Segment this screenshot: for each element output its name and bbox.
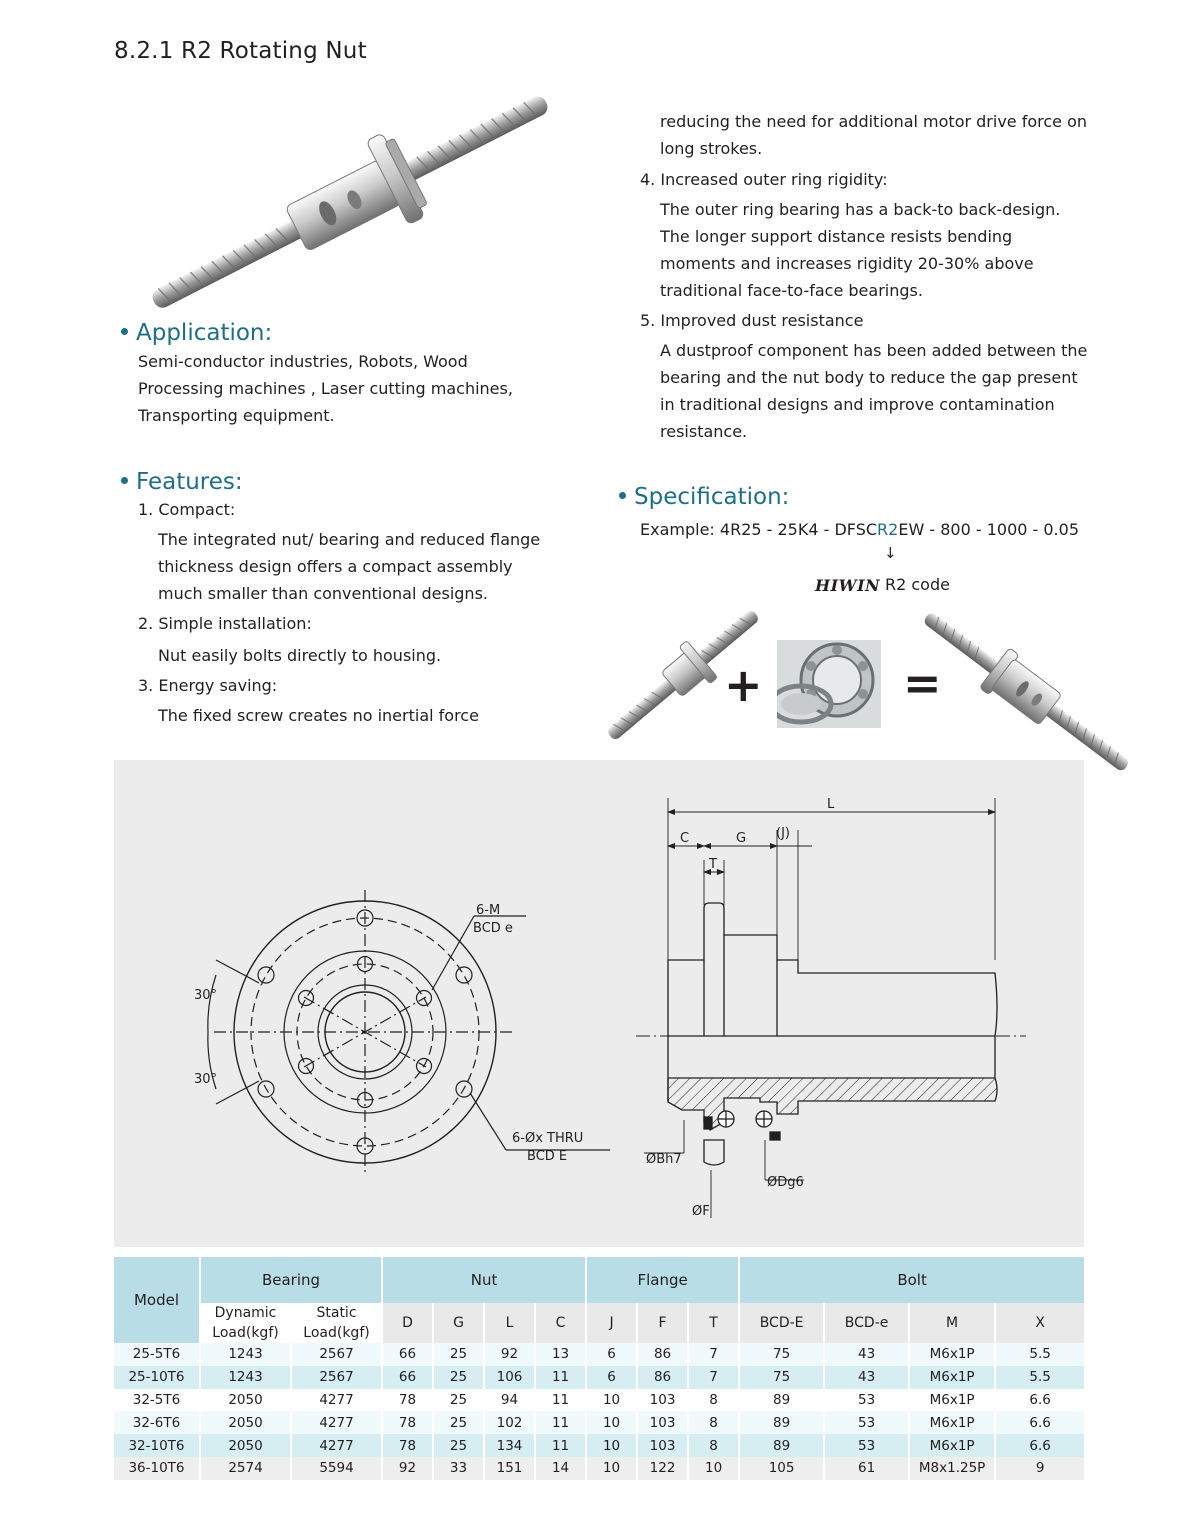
drawing-canvas xyxy=(114,760,1084,1247)
table-cell: 33 xyxy=(433,1457,484,1480)
table-cell: M6x1P xyxy=(909,1434,995,1457)
col-dynamic-load xyxy=(200,1303,291,1343)
col-D: D xyxy=(382,1303,433,1343)
feature-line: The integrated nut/ bearing and reduced flange xyxy=(158,530,541,549)
feature-line: The longer support distance resists bending xyxy=(660,227,1013,246)
table-cell: 75 xyxy=(739,1366,824,1389)
product-photo xyxy=(140,95,560,310)
application-line: Semi-conductor industries, Robots, Wood xyxy=(138,352,468,371)
table-cell: 14 xyxy=(535,1457,586,1480)
table-cell: 43 xyxy=(824,1343,909,1366)
table-cell: 53 xyxy=(824,1389,909,1412)
feature-3-title: 3. Energy saving: xyxy=(138,676,278,695)
plus-sign: + xyxy=(724,658,763,712)
table-cell: 6 xyxy=(586,1366,637,1389)
table-cell: 53 xyxy=(824,1434,909,1457)
table-cell: 66 xyxy=(382,1366,433,1389)
table-cell: 53 xyxy=(824,1411,909,1434)
label-6-x-thru: 6-Øx THRU xyxy=(512,1131,584,1146)
table-cell: 11 xyxy=(535,1389,586,1412)
table-row xyxy=(114,1411,1085,1434)
feature-4-title: 4. Increased outer ring rigidity: xyxy=(640,170,888,189)
col-M: M xyxy=(909,1303,995,1343)
table-cell: 6 xyxy=(586,1343,637,1366)
feature-line: bearing and the nut body to reduce the gap present xyxy=(660,368,1078,387)
col-J: J xyxy=(586,1303,637,1343)
table-cell: 2567 xyxy=(291,1343,382,1366)
table-cell: 6.6 xyxy=(995,1389,1085,1412)
table-body xyxy=(114,1343,1085,1480)
table-cell: 8 xyxy=(688,1389,739,1412)
table-cell: 2050 xyxy=(200,1411,291,1434)
label-bcd-E: BCD E xyxy=(527,1149,568,1164)
table-cell: 9 xyxy=(995,1457,1085,1480)
table-cell: 75 xyxy=(739,1343,824,1366)
spec-example-suffix: EW - 800 - 1000 - 0.05 xyxy=(898,520,1079,539)
dim-G: G xyxy=(736,831,747,846)
table-cell: M6x1P xyxy=(909,1343,995,1366)
col-nut: Nut xyxy=(382,1257,586,1303)
table-cell: 10 xyxy=(586,1457,637,1480)
table-cell: 1243 xyxy=(200,1343,291,1366)
col-model: Model xyxy=(114,1257,200,1343)
table-cell: 6.6 xyxy=(995,1434,1085,1457)
spec-example xyxy=(640,520,1079,539)
feature-line: resistance. xyxy=(660,422,748,441)
table-row xyxy=(114,1343,1085,1366)
table-cell: M6x1P xyxy=(909,1411,995,1434)
col-G: G xyxy=(433,1303,484,1343)
cell-model: 32-10T6 xyxy=(114,1434,200,1457)
cell-model: 25-5T6 xyxy=(114,1343,200,1366)
table-cell: 89 xyxy=(739,1434,824,1457)
table-cell: 106 xyxy=(484,1366,535,1389)
feature-line: much smaller than conventional designs. xyxy=(158,584,488,603)
feature-1-title: 1. Compact: xyxy=(138,500,236,519)
dim-J: (J) xyxy=(776,826,790,841)
table-cell: 134 xyxy=(484,1434,535,1457)
label-6-M: 6-M xyxy=(476,903,501,918)
table-cell: 7 xyxy=(688,1343,739,1366)
dim-T: T xyxy=(709,857,717,872)
table-row xyxy=(114,1434,1085,1457)
spec-example-highlight: R2 xyxy=(877,520,899,539)
table-cell: 103 xyxy=(637,1411,688,1434)
table-cell: 5594 xyxy=(291,1457,382,1480)
table-cell: 2574 xyxy=(200,1457,291,1480)
feature-line: in traditional designs and improve contamination xyxy=(660,395,1055,414)
feature-3-text xyxy=(158,702,479,729)
col-dynamic-line2: Load(kgf) xyxy=(212,1325,279,1341)
table-cell: 92 xyxy=(382,1457,433,1480)
label-bcd-e: BCD e xyxy=(473,921,513,936)
col-static-line1: Static xyxy=(316,1305,357,1321)
table-cell: 25 xyxy=(433,1434,484,1457)
feature-2-text xyxy=(158,642,441,669)
table-cell: 5.5 xyxy=(995,1343,1085,1366)
bearing-photo xyxy=(777,640,881,728)
feature-line: Nut easily bolts directly to housing. xyxy=(158,646,442,665)
table-cell: 103 xyxy=(637,1434,688,1457)
col-T: T xyxy=(688,1303,739,1343)
table-cell: 10 xyxy=(586,1389,637,1412)
side-view xyxy=(636,798,1026,1218)
table-cell: 61 xyxy=(824,1457,909,1480)
application-line: Processing machines , Laser cutting machines, xyxy=(138,379,513,398)
table-cell: 1243 xyxy=(200,1366,291,1389)
feature-line: moments and increases rigidity 20-30% above xyxy=(660,254,1034,273)
col-dynamic-line1: Dynamic xyxy=(214,1305,277,1321)
table-cell: M6x1P xyxy=(909,1389,995,1412)
feature-line: long strokes. xyxy=(660,139,763,158)
table-cell: 78 xyxy=(382,1434,433,1457)
dim-Bh7: ØBh7 xyxy=(646,1152,682,1167)
table-cell: 4277 xyxy=(291,1411,382,1434)
table-cell: 4277 xyxy=(291,1389,382,1412)
table-cell: 11 xyxy=(535,1434,586,1457)
dim-Dg6: ØDg6 xyxy=(767,1175,804,1190)
feature-line: A dustproof component has been added between the xyxy=(660,341,1088,360)
feature-line: The outer ring bearing has a back-to back-design. xyxy=(660,200,1061,219)
table-cell: 86 xyxy=(637,1343,688,1366)
feature-3-text-cont xyxy=(660,108,1087,162)
table-cell: 10 xyxy=(586,1411,637,1434)
table-cell: 25 xyxy=(433,1343,484,1366)
col-BCD-E: BCD-E xyxy=(739,1303,824,1343)
table-cell: 78 xyxy=(382,1411,433,1434)
feature-line: The fixed screw creates no inertial force xyxy=(158,706,479,725)
application-heading: Application: xyxy=(121,320,272,346)
feature-4-text xyxy=(660,196,1060,304)
table-cell: 4277 xyxy=(291,1434,382,1457)
specification-heading: Specification: xyxy=(619,484,789,510)
spec-arrow: ↓ xyxy=(884,544,897,562)
table-cell: 10 xyxy=(688,1457,739,1480)
table-cell: 11 xyxy=(535,1366,586,1389)
col-L: L xyxy=(484,1303,535,1343)
col-BCD-e: BCD-e xyxy=(824,1303,909,1343)
col-F: F xyxy=(637,1303,688,1343)
feature-line: thickness design offers a compact assembly xyxy=(158,557,513,576)
table-cell: 43 xyxy=(824,1366,909,1389)
equals-sign: = xyxy=(903,656,942,710)
table-cell: 8 xyxy=(688,1411,739,1434)
technical-drawing xyxy=(114,760,1084,1247)
features-heading: Features: xyxy=(121,469,243,495)
feature-1-text xyxy=(158,526,540,607)
table-cell: 13 xyxy=(535,1343,586,1366)
spec-example-prefix: Example: 4R25 - 25K4 - DFSC xyxy=(640,520,878,539)
table-cell: 92 xyxy=(484,1343,535,1366)
table-cell: 105 xyxy=(739,1457,824,1480)
application-text xyxy=(138,348,513,429)
cell-model: 32-5T6 xyxy=(114,1389,200,1412)
col-static-load xyxy=(291,1303,382,1343)
dim-L: L xyxy=(827,797,835,812)
table-header-row xyxy=(114,1257,1085,1303)
feature-5-text xyxy=(660,337,1087,445)
spec-table xyxy=(114,1257,1086,1480)
table-cell: 102 xyxy=(484,1411,535,1434)
r2-code-label: R2 code xyxy=(885,575,950,594)
dim-F: ØF xyxy=(692,1204,710,1219)
col-X: X xyxy=(995,1303,1085,1343)
dim-C: C xyxy=(680,831,690,846)
table-cell: 89 xyxy=(739,1411,824,1434)
table-cell: 25 xyxy=(433,1411,484,1434)
col-C: C xyxy=(535,1303,586,1343)
cell-model: 25-10T6 xyxy=(114,1366,200,1389)
hiwin-logo: HIWIN xyxy=(815,576,881,595)
col-flange: Flange xyxy=(586,1257,739,1303)
table-cell: M8x1.25P xyxy=(909,1457,995,1480)
table-subheader-row xyxy=(114,1303,1085,1343)
feature-line: reducing the need for additional motor drive force on xyxy=(660,112,1088,131)
table-cell: 5.5 xyxy=(995,1366,1085,1389)
col-bolt: Bolt xyxy=(739,1257,1085,1303)
table-cell: 78 xyxy=(382,1389,433,1412)
table-cell: 25 xyxy=(433,1389,484,1412)
table-row xyxy=(114,1457,1085,1480)
cell-model: 36-10T6 xyxy=(114,1457,200,1480)
table-cell: 66 xyxy=(382,1343,433,1366)
feature-5-title: 5. Improved dust resistance xyxy=(640,311,864,330)
table-row xyxy=(114,1366,1085,1389)
feature-line: traditional face-to-face bearings. xyxy=(660,281,923,300)
table-cell: 2050 xyxy=(200,1434,291,1457)
application-line: Transporting equipment. xyxy=(138,406,335,425)
table-cell: 2567 xyxy=(291,1366,382,1389)
table-cell: 103 xyxy=(637,1389,688,1412)
table-cell: 89 xyxy=(739,1389,824,1412)
table-cell: 151 xyxy=(484,1457,535,1480)
col-static-line2: Load(kgf) xyxy=(303,1325,370,1341)
table-cell: 2050 xyxy=(200,1389,291,1412)
table-cell: 86 xyxy=(637,1366,688,1389)
angle-30-top: 30° xyxy=(194,988,218,1003)
spec-rotating-nut-photo xyxy=(917,605,1132,775)
table-cell: 10 xyxy=(586,1434,637,1457)
table-cell: M6x1P xyxy=(909,1366,995,1389)
table-row xyxy=(114,1389,1085,1412)
page-title: 8.2.1 R2 Rotating Nut xyxy=(114,38,367,64)
cell-model: 32-6T6 xyxy=(114,1411,200,1434)
table-cell: 94 xyxy=(484,1389,535,1412)
table-cell: 7 xyxy=(688,1366,739,1389)
table-cell: 25 xyxy=(433,1366,484,1389)
col-bearing: Bearing xyxy=(200,1257,382,1303)
table-cell: 122 xyxy=(637,1457,688,1480)
table-cell: 6.6 xyxy=(995,1411,1085,1434)
table-cell: 11 xyxy=(535,1411,586,1434)
feature-2-title: 2. Simple installation: xyxy=(138,614,312,633)
table-cell: 8 xyxy=(688,1434,739,1457)
angle-30-bottom: 30° xyxy=(194,1072,218,1087)
